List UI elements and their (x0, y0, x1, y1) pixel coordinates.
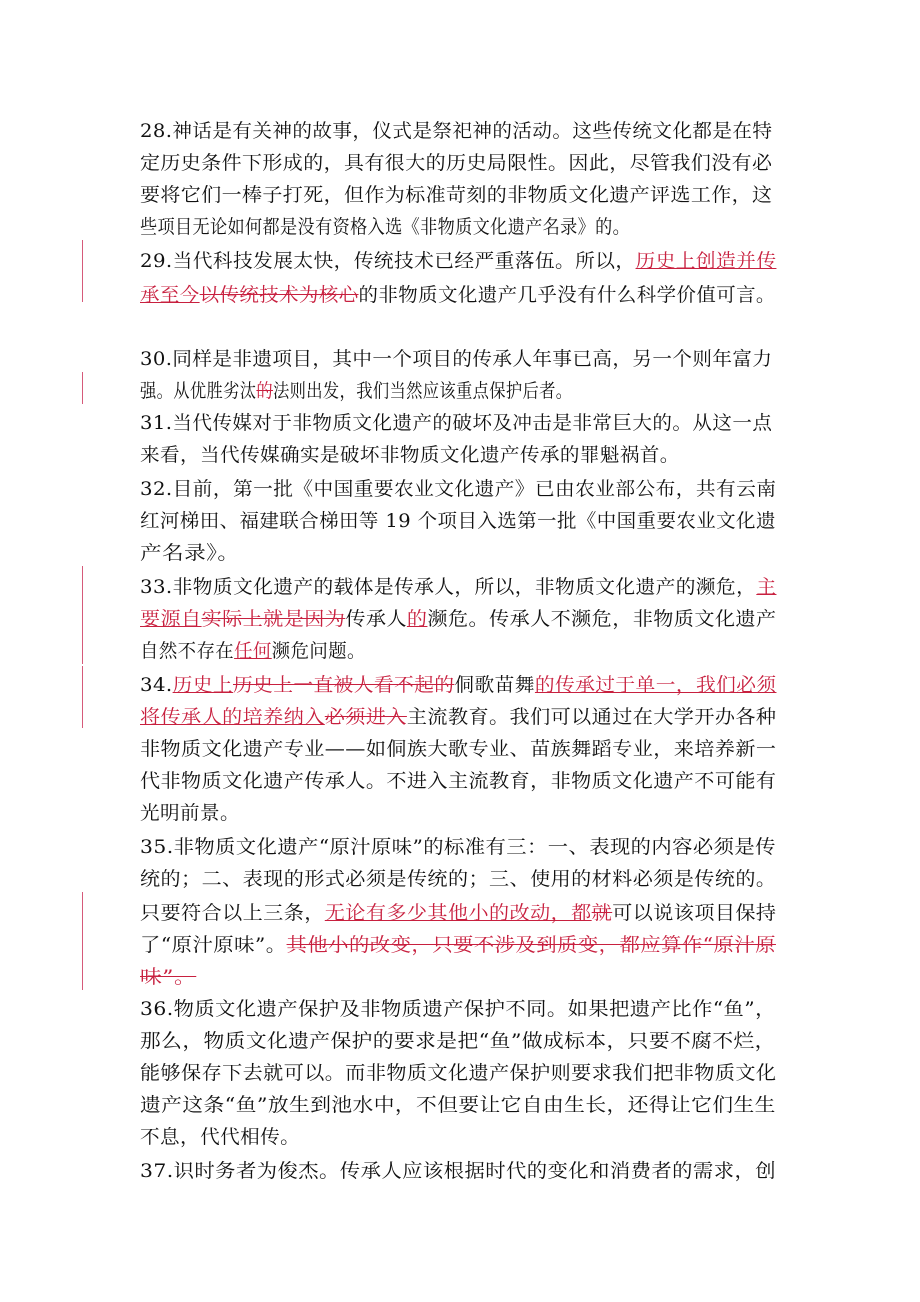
text-run: 32.目前，第一批《中国重要农业文化遗产》已由农业部公布，共有云南 (140, 478, 777, 500)
deleted-text: 历史上一直被人看不起的 (232, 674, 455, 696)
text-line (140, 245, 776, 277)
text-line (140, 505, 776, 537)
text-line (140, 993, 776, 1025)
inserted-text: 无论有多少其他小的改动，都 (324, 902, 592, 924)
inserted-text: 历史上创造并传 (635, 250, 777, 272)
text-line (140, 733, 776, 765)
inserted-text: 任何 (234, 640, 272, 662)
text-run: 能够保存下去就可以。而非物质文化遗产保护则要求我们把非物质文化 (140, 1062, 777, 1084)
text-run: 濒危。传承人不濒危，非物质文化遗产 (427, 608, 777, 630)
change-bar (82, 240, 83, 302)
text-line (140, 1089, 776, 1121)
text-line (140, 343, 772, 375)
text-run: 传承人 (345, 608, 407, 630)
text-run: 可以说该项目保持 (612, 902, 777, 924)
text-run: 不息，代代相传。 (140, 1126, 301, 1148)
text-run: 36.物质文化遗产保护及非物质遗产保护不同。如果把遗产比作“鱼”， (140, 998, 776, 1020)
inserted-text: 历史上 (172, 674, 233, 696)
text-line (140, 211, 630, 243)
text-run: 主流教育。我们可以通过在大学开办各种 (406, 706, 777, 728)
text-line (140, 571, 776, 603)
text-run: 非物质文化遗产专业——如侗族大歌专业、苗族舞蹈专业，来培养新一 (140, 738, 777, 760)
text-line (140, 1057, 776, 1089)
inserted-text: 的传承过于单一，我们必须 (534, 674, 777, 696)
text-run: 统的；二、表现的形式必须是传统的；三、使用的材料必须是传统的。 (140, 868, 777, 890)
change-bar (82, 892, 83, 990)
text-run: 强。从优胜劣汰 (140, 380, 257, 402)
inserted-text: 主 (756, 576, 777, 598)
text-run: 30.同样是非遗项目，其中一个项目的传承人年事已高，另一个则年富力 (140, 348, 773, 370)
text-run: 28.神话是有关神的故事，仪式是祭祀神的活动。这些传统文化都是在特 (140, 120, 773, 142)
text-run: 37.识时务者为俊杰。传承人应该根据时代的变化和消费者的需求，创 (140, 1160, 777, 1182)
text-line (140, 537, 239, 569)
text-line (140, 439, 680, 471)
text-run: 自然不存在 (140, 640, 235, 662)
text-line (140, 1121, 300, 1153)
text-line (140, 765, 776, 797)
inserted-text: 将传承人的培养纳入 (140, 706, 325, 728)
deleted-text: 就 (591, 902, 613, 924)
inserted-text: 承至今 (140, 284, 200, 306)
text-run: 的非物质文化遗产几乎没有什么科学价值可言。 (358, 284, 776, 306)
inserted-text: 要源自 (140, 608, 202, 630)
text-line (140, 831, 776, 863)
text-run: 侗歌苗舞 (454, 674, 535, 696)
text-run: 濒危问题。 (271, 640, 366, 662)
deleted-text: 必须进入 (324, 706, 407, 728)
change-bar (82, 566, 83, 664)
text-line (140, 603, 776, 635)
text-run: 法则出发，我们当然应该重点保护后者。 (273, 380, 573, 402)
deleted-text: 味”。 (140, 966, 197, 988)
text-line (140, 669, 776, 701)
text-line (140, 279, 776, 311)
text-run: 只要符合以上三条， (140, 902, 325, 924)
deleted-text: 实际上就是因为 (201, 608, 346, 630)
text-run: 要将它们一棒子打死，但作为标准苛刻的非物质文化遗产评选工作，这 (140, 184, 773, 206)
deleted-text: 以传统技术为核心 (199, 284, 359, 306)
text-line (140, 635, 366, 667)
text-run: 35.非物质文化遗产“原汁原味”的标准有三：一、表现的内容必须是传 (140, 836, 776, 858)
text-run: 31.当代传媒对于非物质文化遗产的破坏及冲击是非常巨大的。从这一点 (140, 412, 773, 434)
text-line (140, 897, 776, 929)
text-line (140, 407, 772, 439)
deleted-text: 的 (256, 380, 274, 402)
text-line (140, 1025, 776, 1057)
text-line (140, 375, 572, 407)
text-line (140, 1155, 776, 1187)
deleted-text: 其他小的改变，只要不涉及到质变，都应算作“原汁原 (286, 934, 776, 956)
change-bar (82, 372, 83, 404)
text-line (140, 797, 240, 829)
text-run: 遗产这条“鱼”放生到池水中，不但要让它自由生长，还得让它们生生 (140, 1094, 776, 1116)
text-run: 定历史条件下形成的，具有很大的历史局限性。因此，尽管我们没有必 (140, 152, 773, 174)
text-run: 些项目无论如何都是没有资格入选《非物质文化遗产名录》的。 (140, 216, 631, 238)
text-line (140, 929, 776, 961)
text-line (140, 863, 776, 895)
text-run: 了“原汁原味”。 (140, 934, 287, 956)
text-run: 光明前景。 (140, 802, 241, 824)
text-line (140, 961, 196, 993)
text-run: 29.当代科技发展太快，传统技术已经严重落伍。所以， (140, 250, 636, 272)
text-line (140, 147, 772, 179)
change-bar (82, 666, 83, 728)
text-run: 代非物质文化遗产传承人。不进入主流教育，非物质文化遗产不可能有 (140, 770, 777, 792)
inserted-text: 的 (406, 608, 428, 630)
text-line (140, 179, 772, 211)
text-line (140, 115, 772, 147)
text-line (140, 701, 776, 733)
text-run: 那么，物质文化遗产保护的要求是把“鱼”做成标本，只要不腐不烂， (140, 1030, 776, 1052)
text-run: 产名录》。 (140, 542, 240, 564)
text-run: 来看，当代传媒确实是破坏非物质文化遗产传承的罪魁祸首。 (140, 444, 680, 466)
text-line (140, 473, 776, 505)
text-run: 33.非物质文化遗产的载体是传承人，所以，非物质文化遗产的濒危， (140, 576, 757, 598)
text-run: 红河梯田、福建联合梯田等 19 个项目入选第一批《中国重要农业文化遗 (140, 510, 776, 532)
text-run: 34. (140, 674, 173, 696)
